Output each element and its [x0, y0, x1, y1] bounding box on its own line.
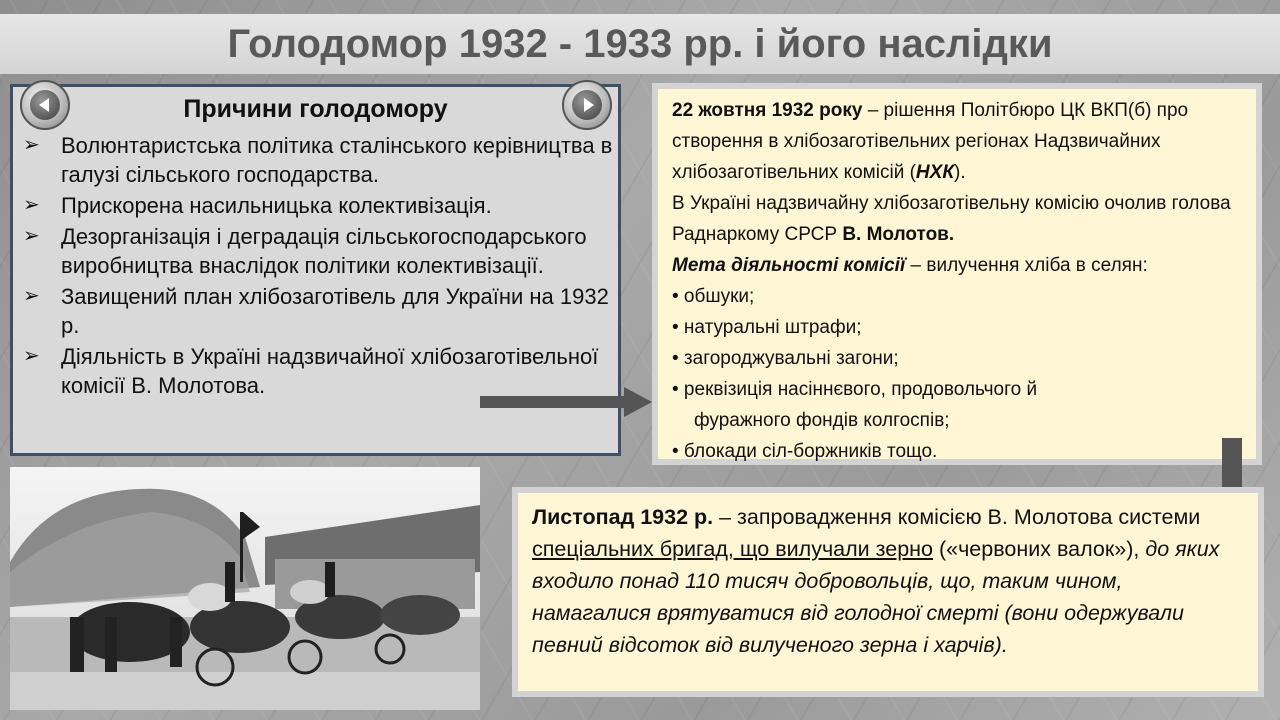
arrow-bullet-icon: ➢ [23, 134, 40, 156]
grain-requisition-photo [10, 467, 480, 710]
brigades-text: Листопад 1932 р. – запровадження комісією В. Молотова системи спеціальних бригад, що вилучали зерно («червоних валок»), до яких входило понад 110 тисяч добровольців, що, таким чином, намагалися врятуватися від голодної смерті (вони одержували певний відсоток від вилученого зерна і харчів). [532, 505, 1220, 657]
arrow-right-icon [480, 387, 652, 417]
commission-goal: Мета діяльності комісії – вилучення хліба в селян: [672, 255, 1148, 276]
brigades-info-box [512, 487, 1264, 697]
causes-heading: Причини голодомору [183, 95, 448, 123]
arrow-bullet-icon: ➢ [23, 225, 40, 247]
arrow-bullet-icon: ➢ [23, 345, 40, 367]
chevron-left-icon [30, 90, 60, 120]
chevron-right-icon [572, 90, 602, 120]
cause-item: ➢ Волюнтаристська політика сталінського керівництва в галузі сільського господарства. [23, 133, 613, 187]
cause-item: ➢ Діяльність в Україні надзвичайної хлібозаготівельної комісії В. Молотова. [23, 344, 599, 398]
method-item: • натуральні штрафи; [672, 317, 862, 338]
historical-photo [10, 467, 480, 710]
cause-item: ➢ Завищений план хлібозаготівель для України на 1932 р. [23, 284, 609, 338]
arrow-bullet-icon: ➢ [23, 285, 40, 307]
method-item: • загороджувальні загони; [672, 348, 899, 369]
previous-slide-button[interactable] [20, 80, 70, 130]
commission-info-box [652, 83, 1262, 465]
next-slide-button[interactable] [562, 80, 612, 130]
causes-list [23, 131, 613, 402]
method-item: • блокади сіл-боржників тощо. [672, 441, 938, 462]
slide-title: Голодомор 1932 - 1933 рр. і його наслідки [227, 21, 1053, 66]
arrow-bullet-icon: ➢ [23, 194, 40, 216]
molotov-head: В Україні надзвичайну хлібозаготівельну комісію очолив голова Раднаркому СРСР В. Молотов. [672, 193, 1231, 245]
method-item: • обшуки; [672, 286, 755, 307]
method-item: • реквізиція насіннєвого, продовольчого й [672, 379, 1038, 400]
cause-item: ➢ Дезорганізація і деградація сільськогосподарського виробництва внаслідок політики колективізації. [23, 224, 587, 278]
commission-decision: 22 жовтня 1932 року – рішення Політбюро ЦК ВКП(б) про створення в хлібозаготівельних регіонах Надзвичайних хлібозаготівельних комісій (НХК). [672, 100, 1189, 183]
cause-item: ➢ Прискорена насильницька колективізація. [23, 193, 492, 218]
title-bar [0, 14, 1280, 74]
method-item-continued: фуражного фондів колгоспів; [694, 410, 950, 431]
